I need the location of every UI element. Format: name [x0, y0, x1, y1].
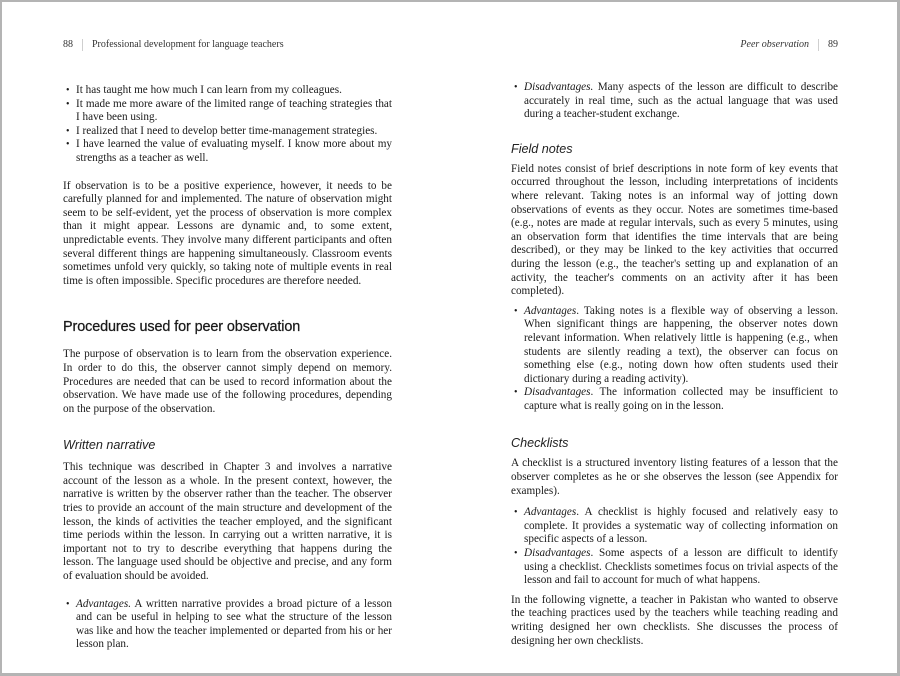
book-title: Professional development for language teachers	[92, 39, 284, 50]
list-item: • Disadvantages. The information collected may be insufficient to capture what is really going on in the lesson.	[511, 386, 838, 413]
paragraph: The purpose of observation is to learn from the observation experience. In order to do this, the observer cannot simply depend on memory. Procedures are needed that can be used to record information about the observation. We have made use of the following procedures, depending on the purpose of the observation.	[63, 348, 392, 415]
disadvantages-label: Disadvantages	[524, 386, 591, 399]
list-item: • Advantages. A checklist is highly focused and relatively easy to complete. It provides a systematic way of collecting information on specific aspects of a lesson.	[511, 506, 838, 547]
book-spread	[2, 2, 897, 673]
page-number: 88	[63, 39, 73, 50]
list-item: • Disadvantages. Many aspects of the lesson are difficult to describe accurately in real time, such as the actual language that was used during a teacher-student exchange.	[511, 81, 838, 122]
advantages-label: Advantages	[524, 304, 577, 317]
running-head-left	[63, 39, 284, 51]
list-item: • It has taught me how much I can learn from my colleagues.	[63, 84, 392, 98]
paragraph: This technique was described in Chapter 3 and involves a narrative account of the lesson as a whole. In the present context, however, the narrative is written by the observer rather than the teacher. The observer tries to provide an account of the main structure and development of the lesson, the kinds of activities the teacher employed, and the significant time periods within the lesson. In carrying out a written narrative, it is important not to try to describe everything that happens during the lesson. The language used should be objective and precise, and any form of evaluation should be avoided.	[63, 461, 392, 583]
list-item: • Advantages. Taking notes is a flexible way of observing a lesson. When significant things are happening, the observer notes down relevant information. When relatively little is happening (e.g., when students are silently reading a text), the observer can focus on something else (e.g., noting down how often students used their dictionary during a reading activity).	[511, 305, 838, 387]
subheading: Field notes	[511, 141, 573, 156]
paragraph: In the following vignette, a teacher in Pakistan who wanted to observe the teaching practices used by the teachers while teaching reading and writing designed her own checklists. She discusses the process of designing her own checklists.	[511, 593, 838, 647]
section-heading: Procedures used for peer observation	[63, 319, 301, 336]
paragraph: A checklist is a structured inventory listing features of a lesson that the observer completes as he or she observes the lesson (see Appendix for examples).	[511, 457, 838, 497]
running-head-divider	[82, 39, 83, 51]
list-item: • I realized that I need to develop better time-management strategies.	[63, 125, 392, 139]
right-text-column	[511, 81, 838, 648]
disadvantages-label: Disadvantages	[524, 547, 591, 560]
disadvantages-label: Disadvantages.	[524, 81, 594, 93]
list-item: • Advantages. A written narrative provides a broad picture of a lesson and can be useful in helping to see what the structure of the lesson was like and how the teacher implemented or departed from his or her lesson plan.	[63, 598, 392, 652]
subheading: Checklists	[511, 436, 569, 451]
advantages-label: Advantages	[524, 506, 577, 519]
page-number: 89	[828, 39, 838, 50]
subheading: Written narrative	[63, 438, 156, 453]
field-notes-list	[511, 305, 838, 414]
list-item: • Disadvantages. Some aspects of a lesson are difficult to identify using a checklist. Checklists sometimes focus on trivial aspects of the lesson and fail to account for much of what happens.	[511, 547, 838, 588]
running-head-divider	[818, 39, 819, 51]
left-text-column	[63, 84, 392, 652]
narrative-pros-list	[63, 598, 392, 652]
list-item: • It made me more aware of the limited range of teaching strategies that I have been using.	[63, 98, 392, 125]
left-page	[2, 2, 450, 673]
checklists-list	[511, 506, 838, 588]
intro-bullet-list	[63, 84, 392, 166]
chapter-title: Peer observation	[740, 39, 809, 50]
narrative-cons-list	[511, 81, 838, 122]
running-head-right	[740, 39, 838, 51]
advantages-label: Advantages.	[76, 597, 131, 610]
right-page	[450, 2, 897, 673]
paragraph: Field notes consist of brief descriptions in note form of key events that occurred throughout the lesson, including interpretations of incidents where relevant. Taking notes is an informal way of jotting down observations of events as they occur. Notes are sometimes time-based (e.g., notes are made at regular intervals, such as every 5 minutes, using an observation form that identifies the time intervals that are being described), or they may be linked to the key activities that occurred during the lesson (e.g., the teacher's setting up and explanation of an activity, the teacher's comments on an activity after it has been completed).	[511, 162, 838, 298]
list-item: • I have learned the value of evaluating myself. I know more about my strengths as a teacher as well.	[63, 138, 392, 165]
paragraph: If observation is to be a positive experience, however, it needs to be carefully planned for and implemented. The nature of observation might seem to be self-evident, yet the process of observation is more complex than it might appear. Lessons are dynamic and, to some extent, unpredictable events. They involve many different participants and often several different things are happening simultaneously. Classroom events sometimes unfold very quickly, so taking note of multiple events in real time is often impossible. Specific procedures are therefore needed.	[63, 179, 392, 287]
